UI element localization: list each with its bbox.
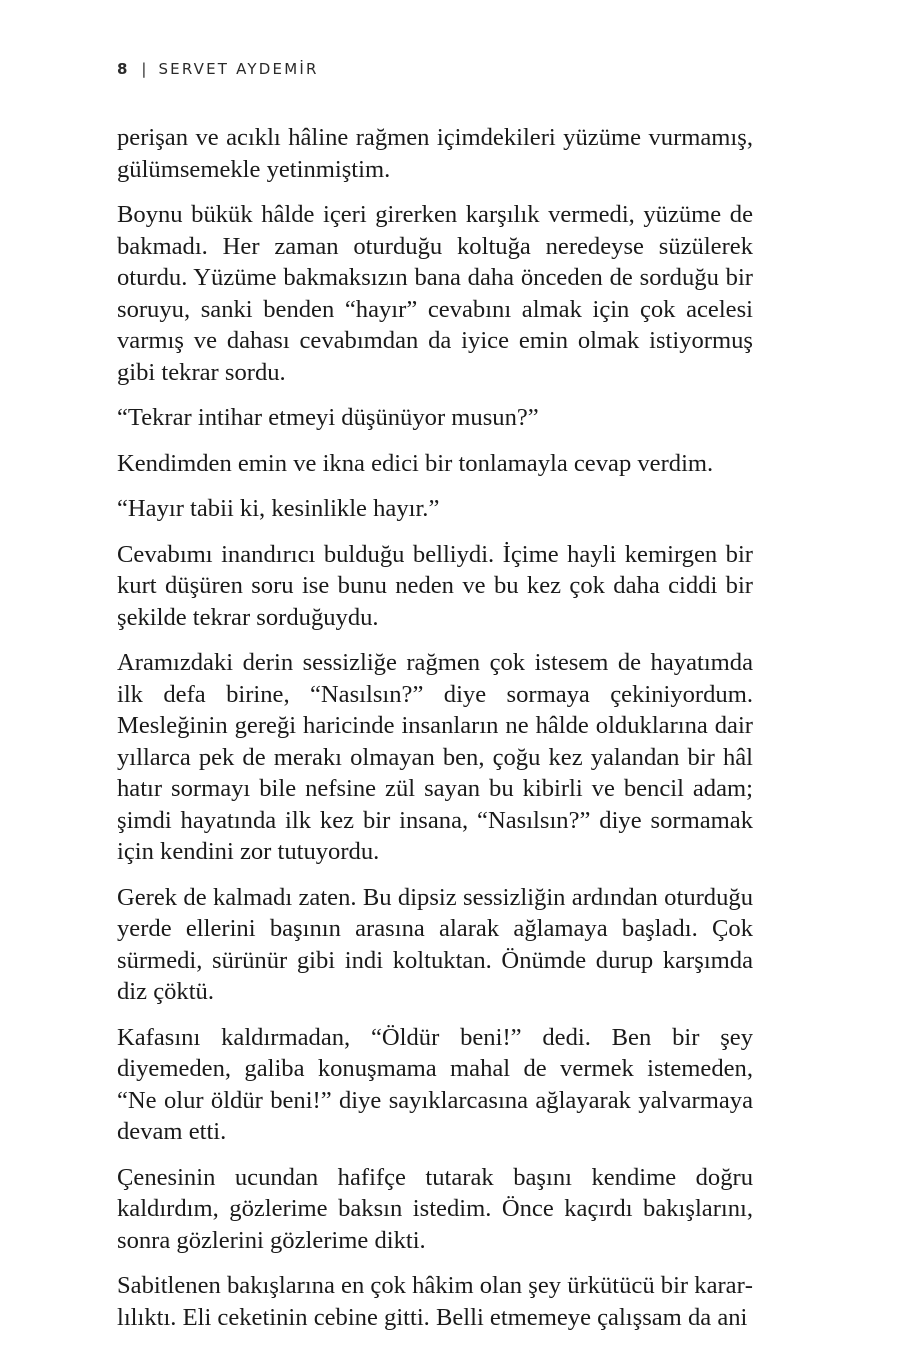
paragraph: perişan ve acıklı hâline rağmen içimdekileri yüzüme vurmamış, gülümsemekle yetinmiştim. xyxy=(117,124,753,183)
running-header xyxy=(117,60,319,78)
paragraph: Çenesinin ucundan hafifçe tutarak başını kendime doğru kaldırdım, gözlerime baksın istedim. Önce kaçırdı bakışlarını, sonra gözlerini gözlerime dikti. xyxy=(117,1163,753,1254)
author-name: SERVET AYDEMİR xyxy=(158,60,319,78)
paragraph: Sabitlenen bakışlarına en çok hâkim olan şey ürkütücü bir kararlılıktı. Eli ceketinin cebine gitti. Belli etmemeye çalışsam da ani xyxy=(117,1272,753,1331)
paragraph: Boynu bükük hâlde içeri girerken karşılık vermedi, yüzüme de bakmadı. Her zaman oturduğu koltuğa neredeyse süzülerek oturdu. Yüzüme bakmaksızın bana daha önceden de sorduğu bir soruyu, sanki benden “hayır” cevabını almak için çok acelesi varmış ve dahası cevabımdan da iyice emin olmak istiyormuş gibi tekrar sordu. xyxy=(117,201,753,386)
page-number: 8 xyxy=(117,60,128,78)
paragraph: Gerek de kalmadı zaten. Bu dipsiz sessizliğin ardından oturduğu yerde ellerini başının arasına alarak ağlamaya başladı. Çok sürmedi, sürünür gibi indi koltuktan. Önümde durup karşımda diz çöktü. xyxy=(117,883,753,1005)
paragraph: Cevabımı inandırıcı bulduğu belliydi. İçime hayli kemirgen bir kurt düşüren soru ise bunu neden ve bu kez çok daha ciddi bir şekilde tekrar sorduğuydu. xyxy=(117,540,753,631)
paragraph: Kendimden emin ve ikna edici bir tonlamayla cevap verdim. xyxy=(117,449,714,477)
paragraph: Kafasını kaldırmadan, “Öldür beni!” dedi. Ben bir şey diyemeden, galiba konuşmama mahal de vermek istemeden, “Ne olur öldür beni!” diye sayıklarcasına ağlayarak yalvarmaya devam etti. xyxy=(117,1023,753,1145)
header-separator: | xyxy=(141,60,147,78)
body-text xyxy=(117,122,753,1347)
paragraph: Aramızdaki derin sessizliğe rağmen çok istesem de hayatımda ilk defa birine, “Nasılsın?” diye sormaya çekiniyordum. Mesleğinin gereği haricinde insanların ne hâlde olduklarına dair yıllarca pek de merakı olmayan ben, çoğu kez yalandan bir hâl hatır sormayı bile nefsine zül sayan bu kibirli ve bencil adam; şimdi hayatında ilk kez bir insana, “Nasılsın?” diye sormamak için kendini zor tutuyordu. xyxy=(117,649,753,865)
dialogue-line: “Tekrar intihar etmeyi düşünüyor musun?” xyxy=(117,404,539,431)
dialogue-line: “Hayır tabii ki, kesinlikle hayır.” xyxy=(117,495,440,522)
